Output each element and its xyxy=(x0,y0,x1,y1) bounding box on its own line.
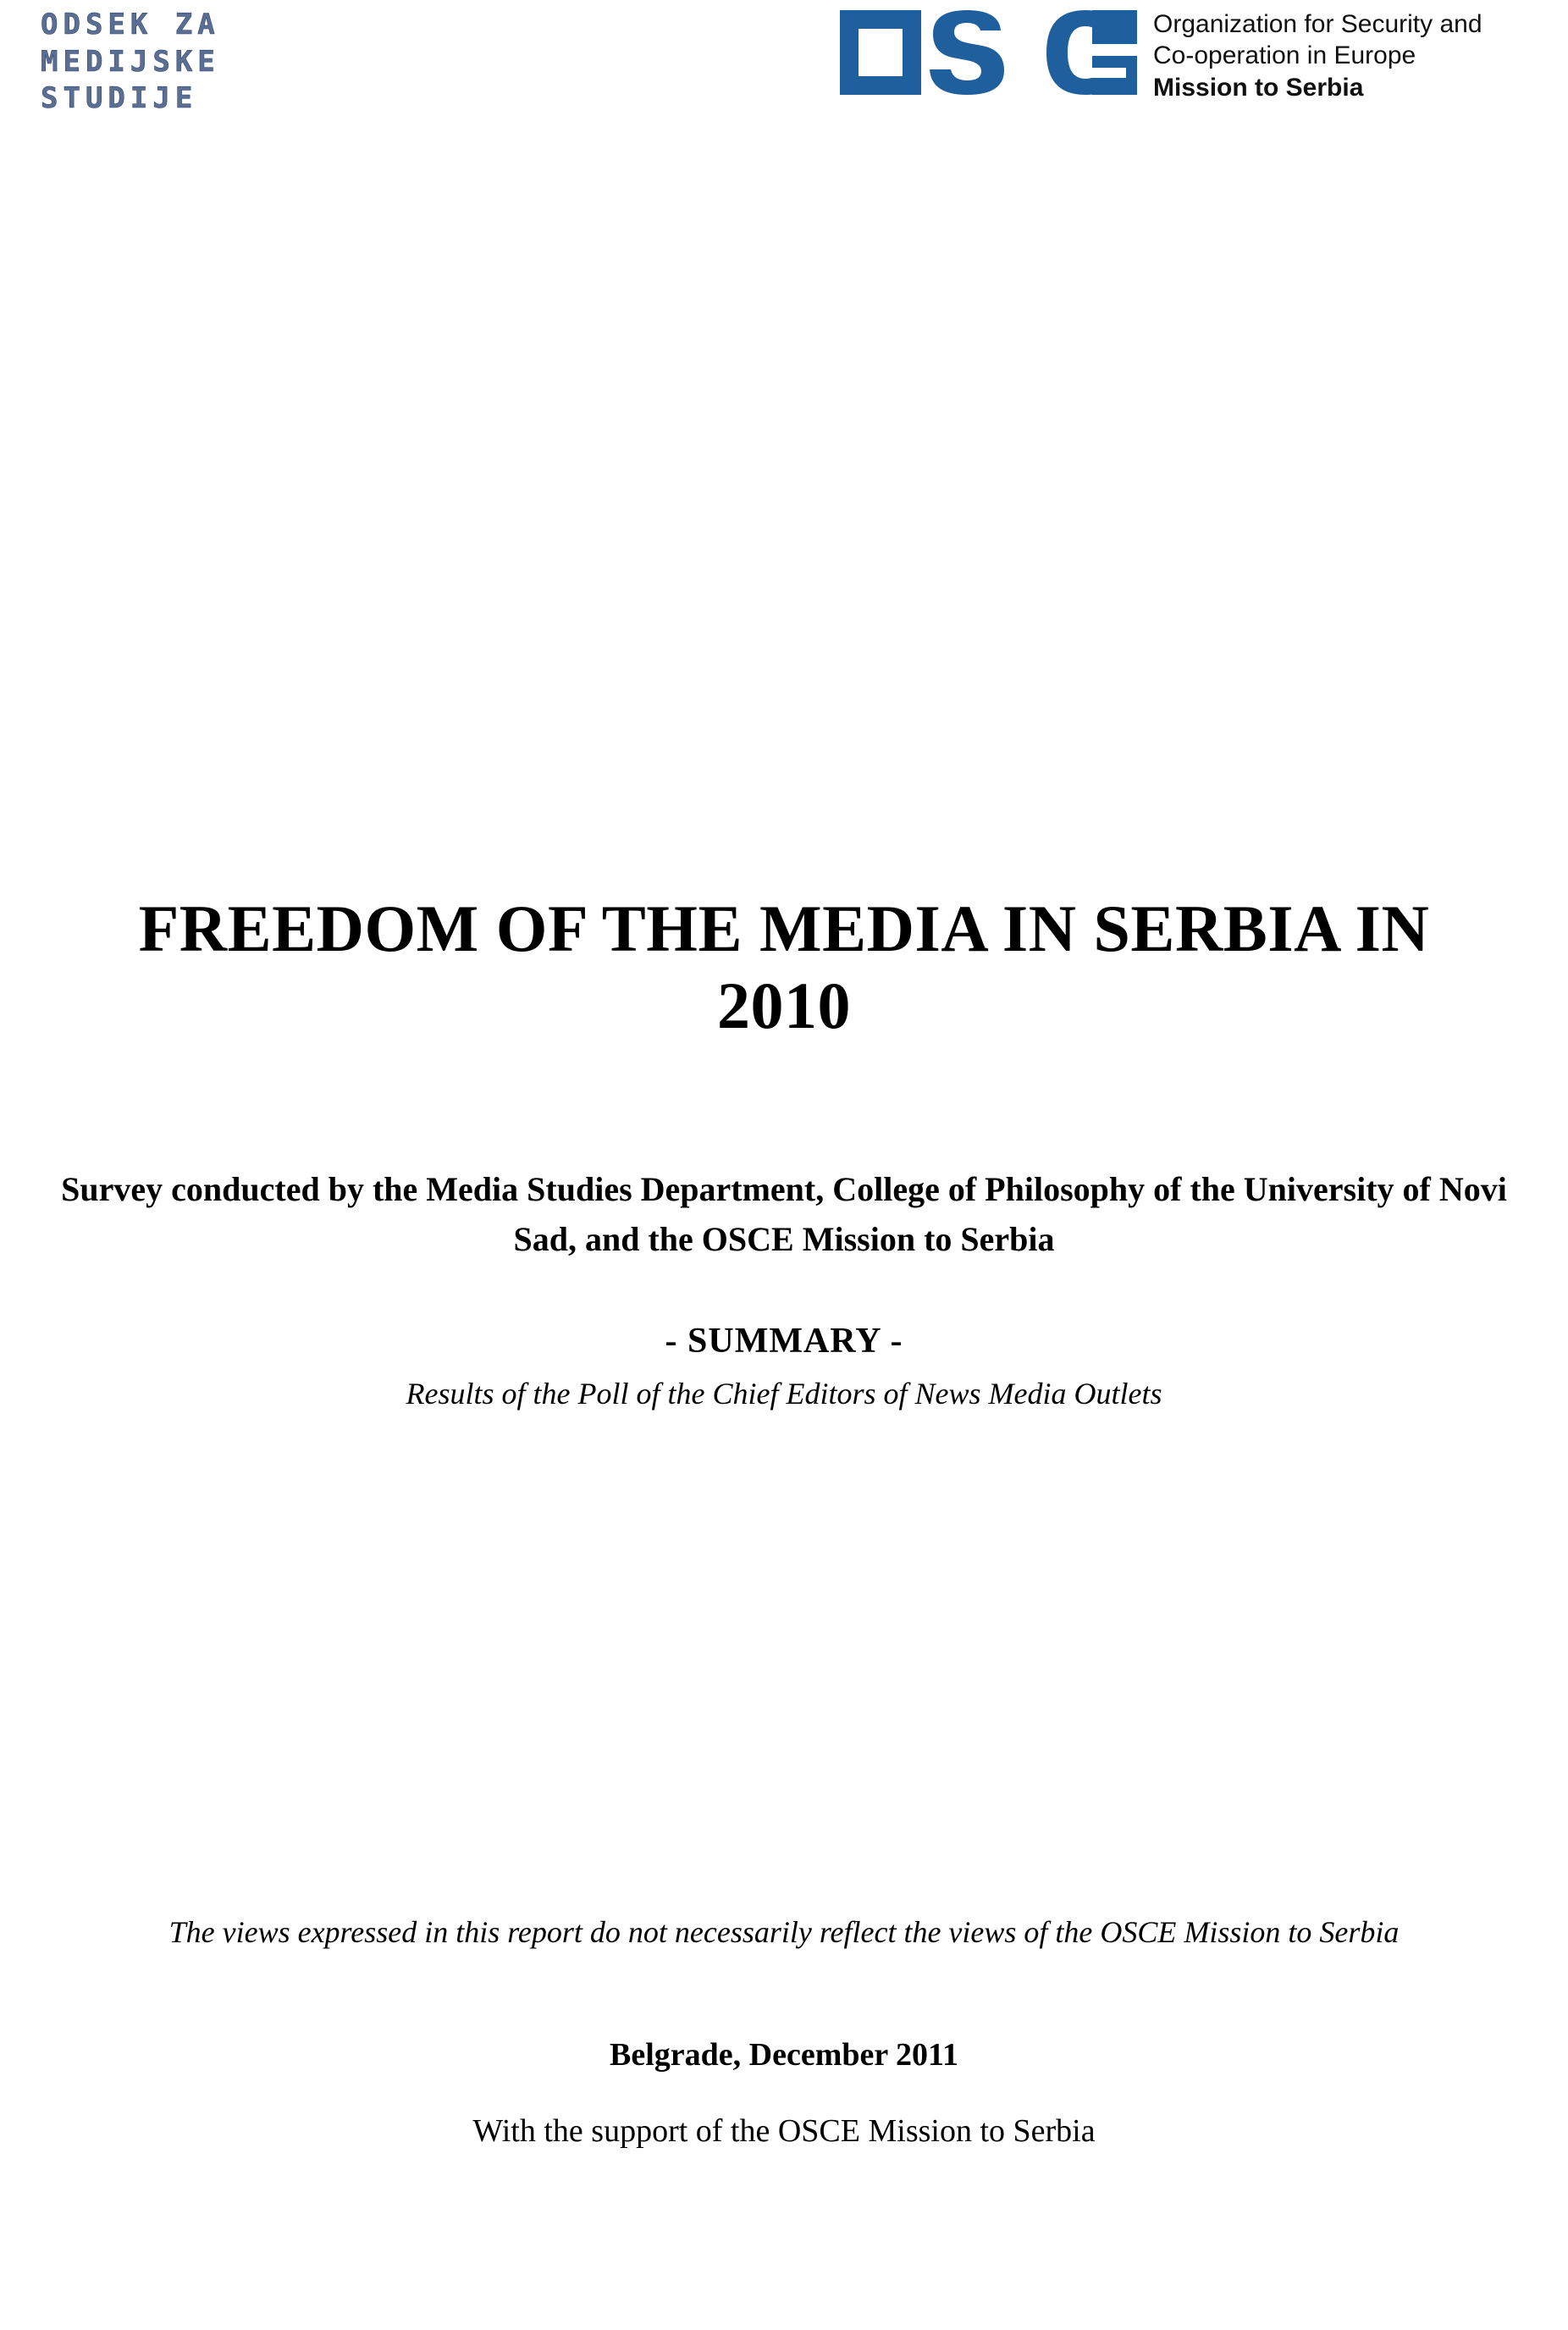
document-subtitle: Survey conducted by the Media Studies Department, College of Philosophy of the University of Novi Sad, and the OSCE Mission to Serbia xyxy=(61,1170,1507,1259)
disclaimer-text: The views expressed in this report do not necessarily reflect the views of the OSCE Mission to Serbia xyxy=(168,1915,1400,1949)
support-credit: With the support of the OSCE Mission to Serbia xyxy=(472,2113,1096,2149)
osce-letters-icon xyxy=(838,5,1139,100)
osce-line-3: Mission to Serbia xyxy=(1153,74,1364,102)
osce-wordmark-icon xyxy=(838,5,1139,98)
osce-line-2: Co-operation in Europe xyxy=(1153,41,1416,69)
dept-logo-line-3: STUDIJE xyxy=(41,81,198,116)
place-and-date: Belgrade, December 2011 xyxy=(610,2037,958,2073)
page-title: FREEDOM OF THE MEDIA IN SERBIA IN 2010 xyxy=(138,892,1430,1042)
dept-logo-line-1: ODSEK ZA xyxy=(41,8,220,41)
dept-logo-line-2: MEDIJSKE xyxy=(41,44,220,79)
summary-subtitle: Results of the Poll of the Chief Editors of News Media Outlets xyxy=(406,1377,1162,1411)
osce-logo xyxy=(838,5,1516,157)
page-header xyxy=(0,0,1568,186)
osce-line-1: Organization for Security and xyxy=(1153,10,1482,38)
odsek-za-medijske-studije-logo xyxy=(41,7,220,118)
osce-logo-text xyxy=(1153,8,1517,105)
summary-label: - SUMMARY - xyxy=(665,1322,903,1361)
